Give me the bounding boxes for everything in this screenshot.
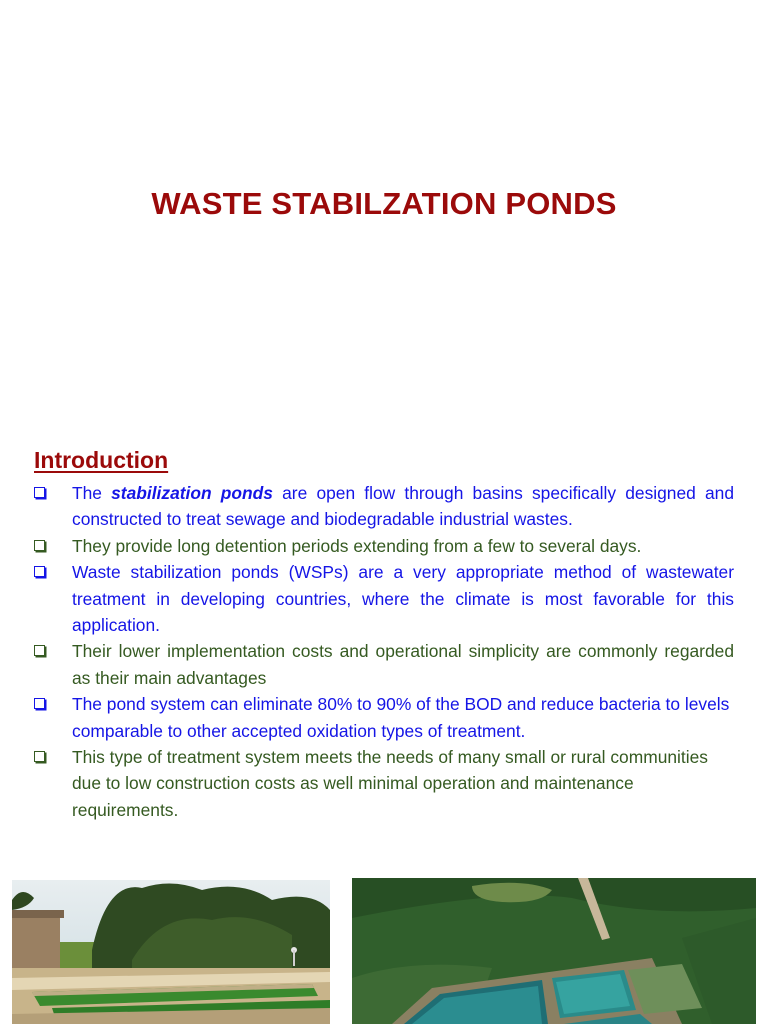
checkbox-bullet-icon	[34, 540, 45, 551]
checkbox-bullet-icon	[34, 751, 45, 762]
bullet-text: Waste stabilization ponds (WSPs) are a very appropriate method of wastewater treatment in developing countries, where the climate is most favorable for this application.	[72, 562, 734, 636]
checkbox-bullet-icon	[34, 645, 45, 656]
checkbox-bullet-icon	[34, 698, 45, 709]
bullet-item	[34, 533, 734, 559]
bullet-item	[34, 480, 734, 533]
pond-ground-illustration	[12, 880, 330, 1024]
checkbox-bullet-icon	[34, 487, 45, 498]
bullet-item	[34, 638, 734, 691]
checkbox-bullet-icon	[34, 566, 45, 577]
pond-aerial-illustration	[352, 878, 756, 1024]
bullet-text-start: The	[72, 483, 112, 503]
bullet-text: The pond system can eliminate 80% to 90% of the BOD and reduce bacteria to levels comparable to other accepted oxidation types of treatment.	[72, 694, 730, 741]
bullet-item	[34, 691, 734, 744]
bullet-text: They provide long detention periods extending from a few to several days.	[72, 535, 642, 556]
section-heading: Introduction	[34, 447, 169, 473]
bullet-item	[34, 559, 734, 638]
bullet-item	[34, 744, 734, 823]
bullet-text: Their lower implementation costs and operational simplicity are commonly regarded as their main advantages	[72, 641, 734, 688]
pond-ground-photo	[12, 880, 330, 1024]
bullet-text-end: are open flow through basins specifically designed and constructed to treat sewage and biodegradable industrial wastes.	[72, 483, 734, 530]
bullet-text: This type of treatment system meets the needs of many small or rural communities due to low construction costs as well minimal operation and maintenance requirements.	[72, 747, 708, 820]
pond-aerial-photo	[352, 878, 756, 1024]
bullet-emphasis: stabilization ponds	[111, 483, 273, 503]
bullet-list	[34, 480, 734, 823]
page-title: WASTE STABILZATION PONDS	[151, 186, 617, 221]
